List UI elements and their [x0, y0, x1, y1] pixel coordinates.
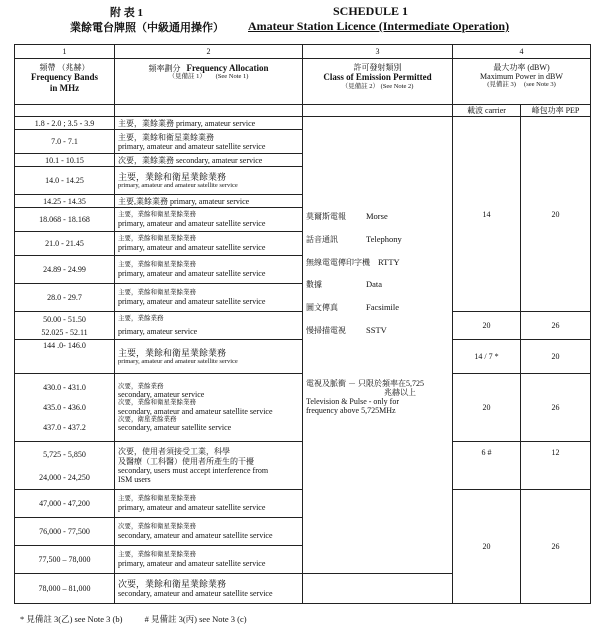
allocation-line: primary, amateur and amateur satellite service [118, 182, 238, 190]
tv-en1: Television & Pulse - only for [306, 396, 399, 406]
col-number-3: 3 [303, 45, 453, 59]
allocation-line: primary, amateur and amateur satellite service [118, 502, 266, 512]
empty-cell [303, 574, 453, 604]
freq-line: 435.0 - 436.0 [43, 403, 86, 413]
allocation-line: 主要，業餘業務 primary, amateur service [118, 118, 256, 128]
freq-band: 14.0 - 14.25 [15, 167, 115, 195]
allocation [115, 208, 303, 232]
allocation-line: secondary, amateur and amateur satellite service [118, 530, 273, 540]
col4-note-en: (see Note 3) [524, 81, 556, 89]
freq-band: 144 .0- 146.0 [15, 340, 115, 374]
emission-zh: 話音通訊 [306, 234, 338, 244]
emission-zh: 莫爾斯電報 [306, 212, 346, 222]
emission-en: Telephony [366, 233, 402, 244]
emission-en: Data [366, 279, 383, 290]
footer-notes [20, 613, 580, 625]
col-number-4: 4 [453, 45, 591, 59]
allocation-line: 主要,業餘業務 primary, amateur service [118, 196, 250, 206]
allocation-line: secondary, amateur service [118, 390, 205, 400]
emission-item [306, 212, 449, 222]
emission-item [306, 280, 449, 290]
tv-en2: frequency above 5,725MHz [306, 406, 396, 416]
allocation-line: 主要，業餘和衛星業餘業務 [118, 289, 196, 297]
freq-band: 78,000 – 81,000 [15, 574, 115, 604]
pep-power: 26 [521, 490, 591, 604]
col4-header [453, 59, 591, 105]
footer-note-c: # 見備註 3(丙) see Note 3 (c) [144, 614, 247, 624]
freq-band: 21.0 - 21.45 [15, 232, 115, 256]
allocation [115, 546, 303, 574]
allocation-line: ISM users [118, 474, 151, 484]
col1-en2: in MHz [49, 82, 80, 93]
col2-zh: 頻率劃分 [148, 64, 181, 73]
emission-zh: 數據 [306, 280, 322, 290]
empty-cell [15, 105, 115, 117]
freq-band [15, 442, 115, 490]
allocation [115, 442, 303, 490]
carrier-power: 20 [453, 490, 521, 604]
empty-cell [303, 105, 453, 117]
pep-power: 20 [521, 340, 591, 374]
allocation [115, 256, 303, 284]
allocation-line: 次要，業餘和衛星業餘業務 [118, 399, 196, 407]
allocation-line: secondary, amateur and amateur satellite service [118, 589, 273, 599]
allocation-line: secondary, amateur and amateur satellite service [118, 406, 273, 416]
document-header [0, 4, 600, 38]
carrier-power: 14 [453, 117, 521, 312]
zh-subtitle: 業餘電台牌照（中級通用操作） [70, 22, 224, 34]
emission-en: Facsimile [366, 302, 400, 313]
allocation-line: primary, amateur and amateur satellite service [118, 242, 266, 252]
allocation-line: 主要，業餘和衛星業餘業務 [118, 211, 196, 219]
allocation-line: 次要，業餘業務 [118, 382, 164, 390]
freq-band: 14.25 - 14.35 [15, 195, 115, 208]
allocation-line: 及醫療（工科醫）使用者所產生的干擾 [118, 456, 254, 466]
allocation [115, 130, 303, 154]
power-subheader-row [15, 105, 591, 117]
allocation-line: 主要，業餘和衛星業餘業務 [118, 261, 196, 269]
allocation [115, 117, 303, 130]
freq-band: 47,000 - 47,200 [15, 490, 115, 518]
allocation [115, 312, 303, 340]
col3-en: Class of Emission Permitted [323, 72, 432, 83]
col2-note-zh: （見備註 1） [168, 73, 206, 81]
allocation-line: 次要，使用者須接受工業，科學 [118, 447, 230, 457]
col3-note-zh: （見備註 2） [341, 82, 379, 90]
emission-zh: 無線電電傳印字機 [306, 257, 370, 267]
empty-cell [115, 105, 303, 117]
col3-note-en: (See Note 2) [380, 82, 414, 90]
freq-band [15, 312, 115, 340]
footer-note-b: * 見備註 3(乙) see Note 3 (b) [20, 614, 123, 624]
allocation [115, 340, 303, 374]
table-row [15, 117, 591, 130]
schedule-table [14, 44, 591, 604]
col2-en: Frequency Allocation [186, 63, 269, 73]
tv-zh2: 兆赫以上 [384, 387, 416, 397]
allocation-line: primary, amateur and amateur satellite service [118, 296, 266, 306]
col3-zh: 許可發射類別 [353, 63, 402, 72]
emission-en: SSTV [366, 324, 387, 335]
emission-en: RTTY [378, 256, 400, 267]
col2-note-en: (See Note 1) [215, 73, 249, 81]
carrier-power: 20 [453, 374, 521, 442]
allocation [115, 195, 303, 208]
zh-title: 附 表 1 [110, 7, 143, 19]
col-number-2: 2 [115, 45, 303, 59]
allocation-line: 主要，業餘和衛星業餘業務 [118, 235, 196, 243]
freq-line: 430.0 - 431.0 [43, 382, 86, 392]
pep-power: 20 [521, 117, 591, 312]
allocation-line: 主要，業餘和衛星業餘業務 [118, 551, 196, 559]
pep-power: 26 [521, 312, 591, 340]
col3-header [303, 59, 453, 105]
freq-line: 5,725 - 5,850 [43, 449, 86, 459]
allocation-line: secondary, users must accept interference from [118, 465, 269, 475]
freq-line: 52.025 - 52.11 [41, 327, 88, 337]
freq-band: 24.89 - 24.99 [15, 256, 115, 284]
allocation-line: 次要，衛星業餘業務 [118, 416, 177, 424]
carrier-subheader: 載波 carrier [453, 105, 521, 117]
allocation-line: 主要，業餘和衛星業餘業務 [118, 132, 214, 142]
pep-power: 12 [521, 442, 591, 490]
allocation [115, 574, 303, 604]
col1-header [15, 59, 115, 105]
allocation-line: primary, amateur and amateur satellite service [118, 141, 266, 151]
allocation [115, 490, 303, 518]
emission-zh: 圖文傳真 [306, 303, 338, 313]
allocation-line: primary, amateur service [118, 327, 198, 337]
pep-subheader: 峰包功率 PEP [521, 105, 591, 117]
carrier-power: 14 / 7 * [453, 340, 521, 374]
freq-line: 437.0 - 437.2 [43, 423, 86, 433]
allocation [115, 284, 303, 312]
column-header-row [15, 59, 591, 105]
allocation-line: 次要，業餘和衛星業餘業務 [118, 523, 196, 531]
en-subtitle: Amateur Station Licence (Intermediate Operation) [248, 19, 510, 33]
freq-line: 24,000 - 24,250 [39, 472, 90, 482]
allocation-line: 主要，業餘業務 [118, 314, 164, 322]
allocation-line: primary, amateur and amateur satellite service [118, 558, 266, 568]
freq-band: 28.0 - 29.7 [15, 284, 115, 312]
allocation [115, 154, 303, 167]
carrier-power: 6 # [453, 442, 521, 490]
freq-band [15, 374, 115, 442]
allocation-line: primary, amateur and amateur satellite service [118, 268, 266, 278]
freq-band: 1.8 - 2.0 ; 3.5 - 3.9 [15, 117, 115, 130]
en-title: SCHEDULE 1 [333, 4, 409, 18]
allocation [115, 232, 303, 256]
allocation-line: 主要，業餘和衛星業餘業務 [118, 347, 227, 358]
freq-band: 18.068 - 18.168 [15, 208, 115, 232]
emission-item [306, 235, 449, 245]
tv-zh1: 電視及脈衝 － 只限於頻率在5,725 [306, 378, 424, 388]
pep-power: 26 [521, 374, 591, 442]
allocation-line: 主要，業餘和衛星業餘業務 [118, 171, 227, 182]
freq-band: 7.0 - 7.1 [15, 130, 115, 154]
allocation-line: 次要，業餘和衛星業餘業務 [118, 578, 227, 589]
allocation-line: primary, amateur and amateur satellite service [118, 218, 266, 228]
allocation-line: 次要，業餘業務 secondary, amateur service [118, 155, 263, 165]
col1-zh: 頻帶 （兆赫） [39, 63, 90, 72]
freq-line: 50.00 - 51.50 [43, 314, 86, 324]
allocation [115, 167, 303, 195]
allocation-line: 主要，業餘和衛星業餘業務 [118, 495, 196, 503]
freq-band: 77,500 – 78,000 [15, 546, 115, 574]
col4-note-zh: (見備註 3) [487, 81, 516, 89]
allocation-line: secondary, amateur satellite service [118, 423, 232, 433]
allocation [115, 518, 303, 546]
emission-item [306, 303, 449, 313]
column-number-row [15, 45, 591, 59]
emission-zh: 慢掃描電視 [306, 325, 346, 335]
allocation-line: primary, amateur and amateur satellite service [118, 358, 238, 366]
col4-en: Maximum Power in dBW [480, 72, 563, 82]
col2-header [115, 59, 303, 105]
emission-en: Morse [366, 211, 388, 222]
carrier-power: 20 [453, 312, 521, 340]
col1-en1: Frequency Bands [30, 72, 99, 83]
freq-band: 10.1 - 10.15 [15, 154, 115, 167]
freq-band: 76,000 - 77,500 [15, 518, 115, 546]
emission-item [306, 258, 449, 268]
emission-classes [303, 117, 453, 574]
col-number-1: 1 [15, 45, 115, 59]
col4-zh: 最大功率 (dBW) [493, 63, 550, 72]
emission-item [306, 326, 449, 336]
allocation [115, 374, 303, 442]
